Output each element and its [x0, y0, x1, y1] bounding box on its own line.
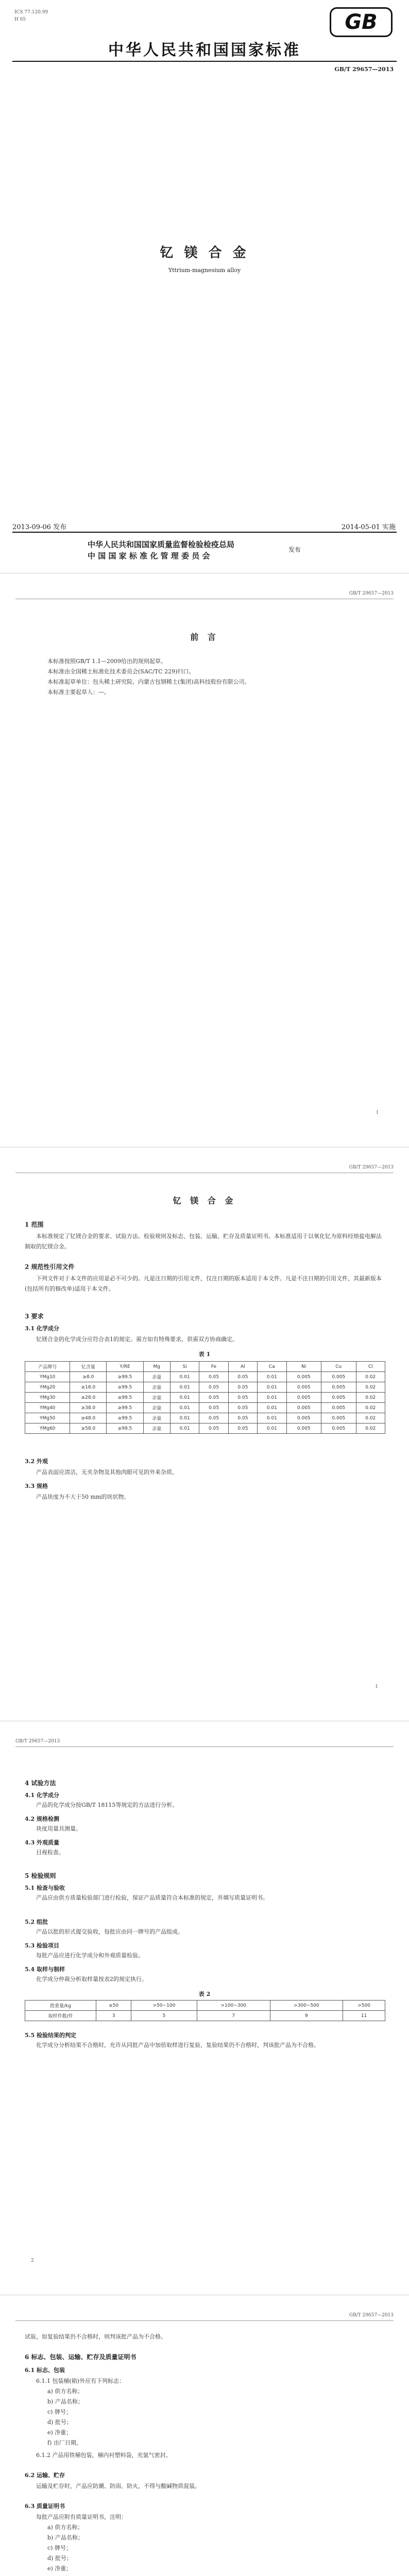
table-cell: 0.005: [286, 1423, 321, 1434]
issued-label: 发布: [288, 546, 301, 553]
table-cell: 0.01: [170, 1403, 199, 1413]
table-cell: 0.01: [258, 1423, 286, 1434]
foreword-body: [36, 656, 371, 698]
page-number: 2: [31, 2258, 34, 2263]
table-cell: ≥18.0: [70, 1382, 107, 1393]
table-cell: 0.005: [286, 1372, 321, 1382]
table-cell: 0.005: [286, 1393, 321, 1403]
table-cell: 0.005: [321, 1403, 356, 1413]
table-cell: 5: [131, 2011, 197, 2021]
list-item: d) 批号；: [47, 2419, 72, 2426]
table-cell: >300~500: [270, 2001, 343, 2011]
page-number: I: [376, 1110, 378, 1115]
table-row: [25, 1403, 385, 1413]
foreword-para: 本标准按照GB/T 1.1—2009给出的规则起草。: [47, 658, 166, 665]
list-item: f) 出厂日期。: [47, 2439, 82, 2446]
section-text: 化学成分仲裁分析取样量按表2的规定执行。: [36, 1976, 147, 1982]
table-cell: 0.01: [258, 1403, 286, 1413]
table-cell: 0.01: [258, 1372, 286, 1382]
table-cell: 0.05: [199, 1403, 228, 1413]
table-cell: 0.02: [356, 1403, 385, 1413]
list-item: b) 产品名称；: [47, 2398, 83, 2405]
section-heading: 5 检验规则: [25, 1872, 56, 1879]
issuer-aqsiq: 中华人民共和国国家质量监督检验检疫总局: [88, 540, 235, 549]
running-header-code: GB/T 29657—2013: [15, 1739, 60, 1744]
table-cell: >100~300: [197, 2001, 270, 2011]
table-row: [25, 1413, 385, 1423]
table-cell: ≥8.0: [70, 1372, 107, 1382]
issuer-sac: 中 国 国 家 标 准 化 管 理 委 员 会: [88, 551, 210, 561]
table-cell: 0.005: [321, 1413, 356, 1423]
table-cell: >500: [343, 2001, 385, 2011]
subsection-heading: 6.2 运输、贮存: [25, 2472, 65, 2479]
table-header-cell: 产品牌号: [25, 1362, 70, 1372]
section-heading: 2 规范性引用文件: [25, 1263, 75, 1270]
table-cell: 0.005: [321, 1372, 356, 1382]
table-cell: >50~100: [131, 2001, 197, 2011]
table-header-cell: Al: [228, 1362, 257, 1372]
table-cell: 0.01: [170, 1382, 199, 1393]
subsection-heading: 4.3 外观质量: [25, 1839, 59, 1846]
table-cell: 0.05: [199, 1423, 228, 1434]
table-cell: 7: [197, 2011, 270, 2021]
table-header-cell: Y/RE: [107, 1362, 143, 1372]
foreword-para: 本标准起草单位：包头稀土研究院、内蒙古包钢稀土(集团)高科技股份有限公司。: [47, 679, 250, 685]
body-page-3: [0, 2296, 409, 2576]
list-item: e) 净重；: [47, 2429, 72, 2436]
table-cell: ≥99.5: [107, 1393, 143, 1403]
list-item: b) 产品名称；: [47, 2534, 83, 2541]
table-row: [25, 2011, 385, 2021]
item-list: [47, 2386, 382, 2448]
running-header-code: GB/T 29657—2013: [349, 1165, 394, 1170]
table-cell: 0.02: [356, 1372, 385, 1382]
table-cell: 0.01: [170, 1413, 199, 1423]
doc-title-en: Yttrium-magnesium alloy: [168, 267, 241, 274]
table-cell: 0.05: [228, 1382, 257, 1393]
foreword-page: [0, 574, 409, 1146]
body-page-2: [0, 1722, 409, 2294]
section-heading: 1 范围: [25, 1221, 44, 1228]
section-text: 每批产品应进行化学成分和外观质量检验。: [36, 1952, 144, 1959]
table-cell: YMg60: [25, 1423, 70, 1434]
table-cell: 0.02: [356, 1423, 385, 1434]
table-1-title: 表 1: [198, 1351, 211, 1358]
section-text: 6.1.2 产品用铁桶包装，桶内衬塑料袋，充氩气密封。: [36, 2452, 172, 2459]
section-text: 产品的化学成分按GB/T 18115等规定的方法进行分析。: [36, 1802, 178, 1808]
section-text: 试验，如复验结果仍不合格时，则判该批产品为不合格。: [25, 2333, 166, 2340]
table-cell: 0.05: [199, 1413, 228, 1423]
subsection-heading: 3.1 化学成分: [25, 1325, 59, 1332]
section-text: 块度用量具测量。: [36, 1825, 81, 1832]
cover-page: [0, 0, 409, 572]
table-cell: 余量: [143, 1393, 170, 1403]
standard-code: GB/T 29657—2013: [334, 66, 394, 73]
subsection-heading: 5.1 检查与验收: [25, 1885, 65, 1891]
table-cell: YMg50: [25, 1413, 70, 1423]
section-text: 产品应由供方质量检验部门进行检验，保证产品质量符合本标准的规定，并填写质量证明书。: [36, 1894, 268, 1901]
table-row: [25, 1393, 385, 1403]
list-item: e) 净重；: [47, 2565, 72, 2572]
table-cell: 0.005: [321, 1423, 356, 1434]
table-2: [25, 2000, 385, 2021]
table-cell: ≥38.0: [70, 1403, 107, 1413]
list-item: d) 批号；: [47, 2555, 72, 2562]
table-header-row: [25, 1362, 385, 1372]
table-cell: 11: [343, 2011, 385, 2021]
section-heading: 6 标志、包装、运输、贮存及质量证明书: [25, 2353, 137, 2361]
section-text: 产品以批的形式提交验收，每批应由同一牌号的产品组成。: [36, 1928, 183, 1935]
table-header-cell: 钇含量: [70, 1362, 107, 1372]
table-cell: ≤50: [96, 2001, 131, 2011]
section-text: 钇镁合金的化学成分应符合表1的规定。需方如有特殊要求，供需双方协商确定。: [36, 1336, 238, 1343]
gb-logo: [330, 7, 393, 37]
table-2-title: 表 2: [198, 1991, 211, 1997]
table-cell: ≥99.5: [107, 1423, 143, 1434]
table-row: [25, 1372, 385, 1382]
running-header-rule: [15, 2320, 394, 2321]
table-cell: 0.01: [170, 1423, 199, 1434]
table-cell: 0.05: [228, 1403, 257, 1413]
list-item: c) 牌号；: [47, 2409, 72, 2415]
list-item: c) 牌号；: [47, 2545, 72, 2551]
table-cell: 0.01: [258, 1413, 286, 1423]
table-row: [25, 2001, 385, 2011]
body-page-1: [0, 1148, 409, 1720]
table-row: [25, 1382, 385, 1393]
table-cell: 0.05: [199, 1393, 228, 1403]
table-cell: 3: [96, 2011, 131, 2021]
table-cell: 0.005: [286, 1413, 321, 1423]
section-text: 下列文件对于本文件的应用是必不可少的。凡是注日期的引用文件，仅注日期的版本适用于本文件。凡是不注日期的引用文件，其最新版本(包括所有的修改单)适用于本文件。: [25, 1275, 382, 1292]
table-row: [25, 1423, 385, 1434]
ccs-code: H 65: [14, 17, 26, 22]
table-cell: 0.01: [170, 1393, 199, 1403]
table-cell: YMg10: [25, 1372, 70, 1382]
table-cell: ≥28.0: [70, 1393, 107, 1403]
table-cell: 0.005: [321, 1382, 356, 1393]
table-cell: 0.02: [356, 1382, 385, 1393]
foreword-para: 本标准由全国稀土标准化技术委员会(SAC/TC 229)归口。: [47, 668, 195, 675]
table-cell: ≥99.5: [107, 1382, 143, 1393]
page-number: 1: [375, 1684, 378, 1689]
subsection-heading: 6.3 质量证明书: [25, 2503, 65, 2510]
subsection-heading: 3.3 规格: [25, 1483, 48, 1489]
table-cell: 余量: [143, 1413, 170, 1423]
table-header-cell: Cl: [356, 1362, 385, 1372]
section-text: 每批产品应附有质量证明书，注明：: [36, 2514, 127, 2520]
subsection-heading: 5.4 取样与制样: [25, 1966, 65, 1973]
section-text: 6.1.1 包装桶(箱)外应有下列标志：: [36, 2378, 125, 2384]
section-text: 本标准规定了钇镁合金的要求、试验方法、检验规则及标志、包装、运输、贮存及质量证明书。本标准适用于以氧化钇为原料经熔盐电解法制取的钇镁合金。: [25, 1233, 382, 1250]
section-text: 运输及贮存时，产品应防潮、防雨、防火，不得与酸碱物质混装。: [36, 2483, 200, 2489]
section-text: 化学成分分析结果不合格时，允许从同批产品中加倍取样进行复验，复验结果仍不合格时，判该批产品为不合格。: [36, 2042, 319, 2048]
table-cell: 0.02: [356, 1393, 385, 1403]
table-cell: YMg30: [25, 1393, 70, 1403]
table-header-cell: Cu: [321, 1362, 356, 1372]
subsection-heading: 5.3 检验项目: [25, 1942, 59, 1949]
table-cell: YMg20: [25, 1382, 70, 1393]
table-cell: 余量: [143, 1372, 170, 1382]
table-cell: 0.02: [356, 1413, 385, 1423]
body-title: 钇 镁 合 金: [173, 1196, 236, 1206]
table-cell: 0.01: [258, 1382, 286, 1393]
table-cell: 0.01: [258, 1393, 286, 1403]
table-cell: ≥48.0: [70, 1413, 107, 1423]
table-cell: 0.05: [199, 1372, 228, 1382]
list-item: [47, 2574, 382, 2576]
table-cell: 0.05: [228, 1372, 257, 1382]
table-cell: ≥99.5: [107, 1413, 143, 1423]
table-cell: 0.05: [228, 1423, 257, 1434]
doc-title-cn: 钇 镁 合 金: [160, 245, 249, 261]
table-cell: 0.05: [228, 1413, 257, 1423]
section-heading: 4 试验方法: [25, 1780, 56, 1787]
table-cell: 余量: [143, 1423, 170, 1434]
subsection-heading: 5.5 检验结果的判定: [25, 2032, 76, 2039]
date-rule: [12, 532, 397, 533]
table-cell: 余量: [143, 1382, 170, 1393]
issue-date: 2013-09-06 发布: [12, 523, 67, 531]
table-cell: ≥99.5: [107, 1372, 143, 1382]
table-header-cell: Si: [170, 1362, 199, 1372]
table-cell: 批重量/kg: [25, 2001, 96, 2011]
table-cell: 0.005: [286, 1382, 321, 1393]
running-header-code: GB/T 29657—2013: [349, 2313, 394, 2318]
table-cell: YMg40: [25, 1403, 70, 1413]
table-header-cell: Fe: [199, 1362, 228, 1372]
table-cell: 0.005: [321, 1393, 356, 1403]
list-item: a) 供方名称；: [47, 2524, 83, 2531]
header-rule: [12, 61, 397, 62]
subsection-heading: 5.2 组批: [25, 1919, 48, 1925]
table-cell: 取样件数/件: [25, 2011, 96, 2021]
table-cell: 0.01: [170, 1372, 199, 1382]
table-cell: 0.05: [228, 1393, 257, 1403]
table-cell: 余量: [143, 1403, 170, 1413]
table-cell: ≥99.5: [107, 1403, 143, 1413]
subsection-heading: 3.2 外观: [25, 1458, 48, 1465]
item-list: [47, 2522, 382, 2576]
ics-code: ICS 77.120.99: [14, 10, 48, 15]
section-text: 产品块度为不大于50 mm的块状物。: [36, 1494, 130, 1500]
table-header-cell: Mg: [143, 1362, 170, 1372]
table-cell: ≥58.0: [70, 1423, 107, 1434]
gb-logo-text: GB: [345, 10, 378, 34]
table-cell: 9: [270, 2011, 343, 2021]
list-item: a) 供方名称；: [47, 2388, 83, 2395]
running-header-code: GB/T 29657—2013: [349, 591, 394, 596]
foreword-para: 本标准主要起草人：—。: [47, 689, 110, 696]
implementation-date: 2014-05-01 实施: [341, 523, 396, 531]
subsection-heading: 4.2 规格检测: [25, 1816, 59, 1822]
national-standard-header: 中华人民共和国国家标准: [108, 41, 301, 59]
section-text: 目视检查。: [36, 1849, 64, 1856]
subsection-heading: 6.1 标志、包装: [25, 2367, 65, 2374]
table-header-cell: Ca: [258, 1362, 286, 1372]
table-cell: 0.05: [199, 1382, 228, 1393]
subsection-heading: 4.1 化学成分: [25, 1792, 59, 1799]
section-heading: 3 要求: [25, 1313, 44, 1320]
table-1: [25, 1361, 385, 1434]
foreword-title: 前 言: [190, 632, 219, 642]
section-text: 产品表面应清洁，无夹杂物及其他肉眼可见的外来杂质。: [36, 1469, 178, 1476]
table-cell: 0.005: [286, 1403, 321, 1413]
table-header-cell: Ni: [286, 1362, 321, 1372]
